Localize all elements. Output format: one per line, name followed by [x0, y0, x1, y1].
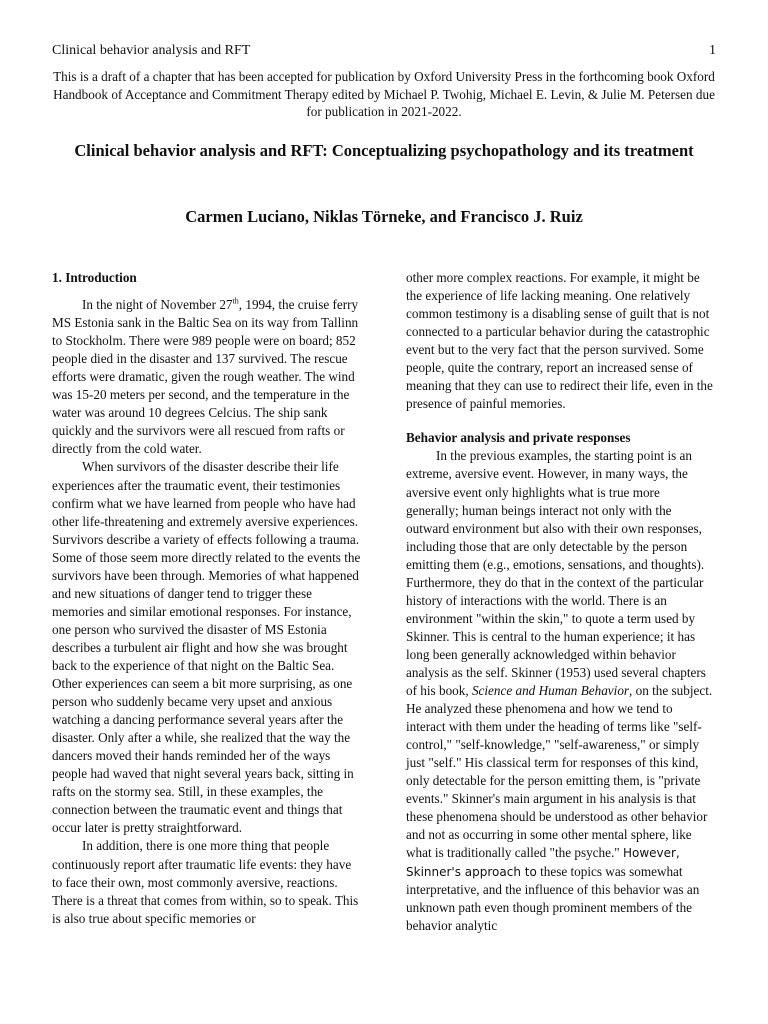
- paragraph-1-start: In the night of November 27: [82, 297, 233, 313]
- paragraph-1: [52, 296, 364, 458]
- author-list: Carmen Luciano, Niklas Törneke, and Francisco J. Ruiz: [185, 207, 583, 226]
- paragraph-4: [406, 447, 714, 934]
- chapter-title: Clinical behavior analysis and RFT: Conceptualizing psychopathology and its treatment: [74, 141, 694, 160]
- right-column: [406, 269, 714, 935]
- page-number: 1: [709, 43, 716, 58]
- section-heading-introduction: 1. Introduction: [52, 270, 137, 285]
- subheading-private-responses: Behavior analysis and private responses: [406, 430, 631, 446]
- paragraph-3: In addition, there is one more thing that people continuously report after traumatic life events: they have to face their own, most commonly aversive, reactions. There is a threat that comes from within, so to speak. This is also true about specific memories or: [52, 838, 359, 926]
- paragraph-2: When survivors of the disaster describe their life experiences after the traumatic event, their testimonies confirm what we have learned from people who have had other life-threatening and extremely aversive experiences. Survivors describe a variety of effects following a trauma. Some of those seem more directly related to the events the survivors have been through. Memories of what happened and new situations of danger tend to trigger these memories and similar emotional responses. For instance, one person who survived the disaster of MS Estonia describes a turbulent air flight and how she was brought back to the experience of that night on the Baltic Sea. Other experiences can seem a bit more surprising, as one person who suddenly became very upset and anxious watching a dancing performance several years after the disaster. Only after a while, she realized that the way the dancers moved their hands reminded her of the ways people had waved that night several years back, sitting in rafts on the stormy sea. Still, in these examples, the connection between the traumatic event and things that occur later is pretty straightforward.: [52, 459, 361, 836]
- draft-note: This is a draft of a chapter that has been accepted for publication by Oxford University Press in the forthcoming book Oxford Handbook of Acceptance and Commitment Therapy edited by Michael P. Twohig, Michael E. Levin, & Julie M. Petersen due for publication in 2021-2022.: [53, 69, 715, 119]
- paragraph-4-middle: , on the subject. He analyzed these phenomena and how we tend to interact with them under the heading of terms like "self-control," "self-knowledge," "self-awareness," or simply just "self." His classical term for responses of this kind, only detectable for the person emitting them, is "private events." Skinner's main argument in his analysis is that these phenomena should be understood as other behavior and not as occurring in some other mental sphere, like what is traditionally called "the psyche.": [406, 683, 713, 861]
- running-title: Clinical behavior analysis and RFT: [52, 43, 251, 58]
- spacer: [406, 413, 714, 420]
- paragraph-continued: other more complex reactions. For example, it might be the experience of life lacking meaning. One relatively common testimony is a disabling sense of guilt that is not connected to a particular behavior during the catastrophic event but to the very fact that the person survived. Some people, quite the contrary, report an increased sense of meaning that they can use to redirect their life, even in the presence of painful memories.: [406, 270, 713, 412]
- running-head: [52, 42, 716, 60]
- paragraph-4-start: In the previous examples, the starting point is an extreme, aversive event. However, in many ways, the aversive event only highlights what is true more generally; human beings interact not only with the outward environment but also with their own responses, including those that are only detectable by the person emitting them (e.g., emotions, sensations, and thoughts). Furthermore, they do that in the context of the particular history of interactions with the world. There is an environment "within the skin," to quote a term used by Skinner. This is central to the human experience; it has long been generally acknowledged within behavior analysis as the self. Skinner (1953) used several chapters of his book,: [406, 448, 706, 699]
- paragraph-1-rest: , 1994, the cruise ferry MS Estonia sank in the Baltic Sea on its way from Tallinn to Stockholm. There were 989 people were on board; 852 people died in the disaster and 137 survived. The rescue efforts were dramatic, given the rough weather. The wind was 15-20 meters per second, and the temperature in the water was around 10 degrees Celcius. The ship sank quickly and the survivors were all rescued from rafts or directly from the cold water.: [52, 297, 359, 457]
- paragraph-4-alt-font-run: However, Skinner's approach to: [406, 846, 680, 879]
- book-title: Science and Human Behavior: [471, 683, 630, 699]
- paragraph-4-end: these topics was somewhat interpretative, and the influence of this behavior was an unknown path even though prominent members of the behavior analytic: [406, 863, 700, 933]
- left-column: [52, 269, 364, 928]
- ordinal-suffix: th: [232, 296, 239, 306]
